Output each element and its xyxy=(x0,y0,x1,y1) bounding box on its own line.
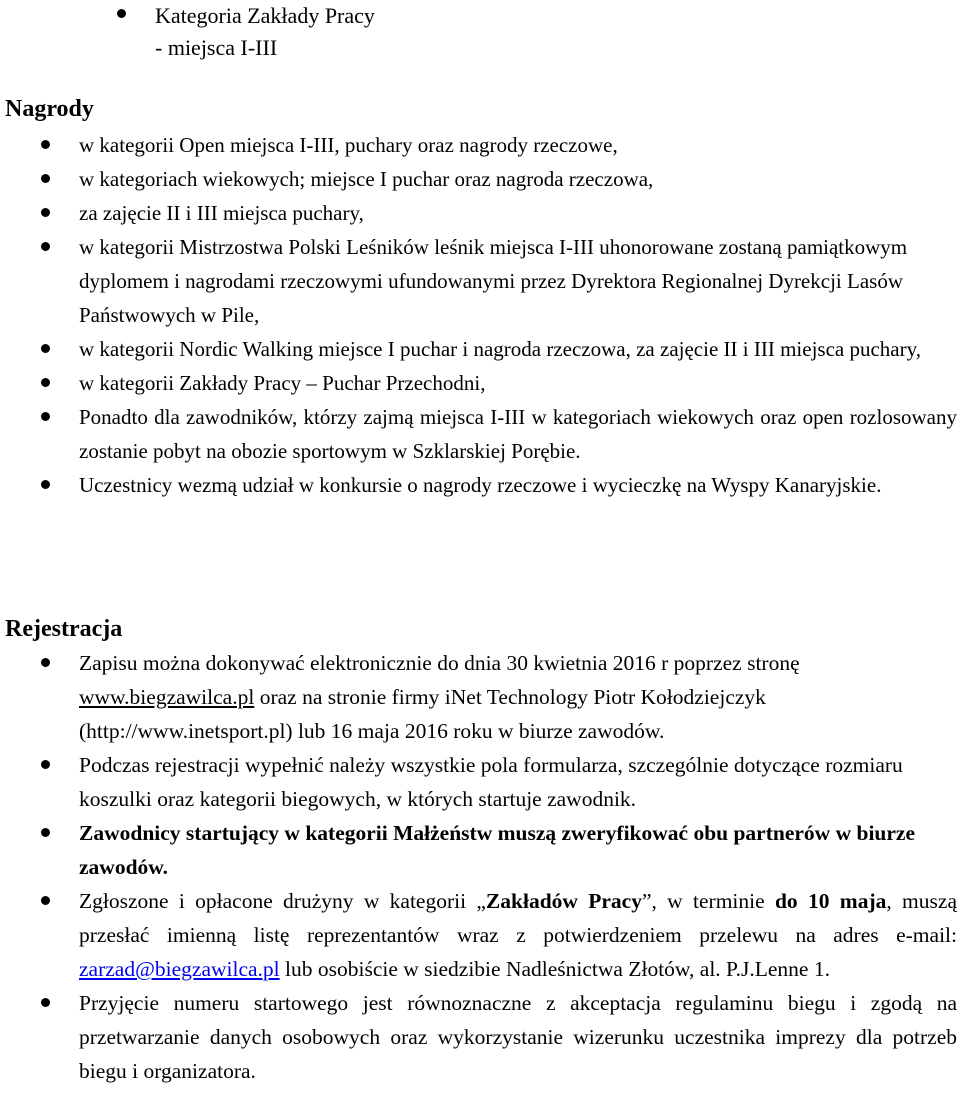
prizes-list xyxy=(79,128,957,502)
list-item xyxy=(155,0,935,64)
marriage-category-note: Zawodnicy startujący w kategorii Małżeństw muszą zweryfikować obu partnerów w biurze zawodów. xyxy=(79,821,916,879)
section-heading-rejestracja: Rejestracja xyxy=(5,616,123,642)
email-link[interactable]: zarzad@biegzawilca.pl xyxy=(79,957,280,981)
list-item: za zajęcie II i III miejsca puchary, xyxy=(79,196,957,230)
list-item: w kategorii Zakłady Pracy – Puchar Przechodni, xyxy=(79,366,957,400)
team-text-2: ”, w terminie xyxy=(641,889,775,913)
list-item: Przyjęcie numeru startowego jest równoznaczne z akceptacja regulaminu biegu i zgodą na przetwarzanie danych osobowych oraz wykorzystanie wizerunku uczestnika imprezy dla potrzeb biegu i organizatora. xyxy=(79,986,957,1088)
team-text-1: Zgłoszone i opłacone drużyny w kategorii „ xyxy=(79,889,486,913)
category-label: Kategoria Zakłady Pracy xyxy=(155,3,375,28)
registration-text: Zapisu można dokonywać elektronicznie do dnia 30 kwietnia 2016 r poprzez stronę xyxy=(79,651,800,675)
list-item xyxy=(79,646,957,748)
categories-list-continuation xyxy=(155,0,935,64)
list-item: w kategorii Mistrzostwa Polski Leśników leśnik miejsca I-III uhonorowane zostaną pamiątkowym dyplomem i nagrodami rzeczowymi ufundowanymi przez Dyrektora Regionalnej Dyrekcji Lasów Państwowych w Pile, xyxy=(79,230,957,332)
registration-text-cont: oraz na stronie firmy iNet Technology Piotr Kołodziejczyk (http://www.inetsport.pl) lub 16 maja 2016 roku w biurze zawodów. xyxy=(79,685,766,743)
registration-list xyxy=(79,646,957,1088)
category-places: - miejsca I-III xyxy=(155,35,278,60)
list-item: w kategorii Nordic Walking miejsce I puchar i nagroda rzeczowa, za zajęcie II i III miejsca puchary, xyxy=(79,332,957,366)
website-link[interactable]: www.biegzawilca.pl xyxy=(79,685,255,709)
team-text-3: , muszą przesłać imienną listę reprezentantów wraz z potwierdzeniem przelewu na adres e-mail: xyxy=(79,889,957,947)
team-text-4: lub osobiście w siedzibie Nadleśnictwa Złotów, al. P.J.Lenne 1. xyxy=(279,957,830,981)
list-item: Uczestnicy wezmą udział w konkursie o nagrody rzeczowe i wycieczkę na Wyspy Kanaryjskie. xyxy=(79,468,957,502)
list-item: w kategorii Open miejsca I-III, puchary oraz nagrody rzeczowe, xyxy=(79,128,957,162)
list-item xyxy=(79,816,957,884)
list-item xyxy=(79,884,957,986)
list-item: Podczas rejestracji wypełnić należy wszystkie pola formularza, szczególnie dotyczące rozmiaru koszulki oraz kategorii biegowych, w których startuje zawodnik. xyxy=(79,748,957,816)
list-item: w kategoriach wiekowych; miejsce I puchar oraz nagroda rzeczowa, xyxy=(79,162,957,196)
team-category-bold: Zakładów Pracy xyxy=(485,889,642,913)
section-heading-nagrody: Nagrody xyxy=(5,96,94,122)
deadline-bold: do 10 maja xyxy=(774,889,887,913)
list-item: Ponadto dla zawodników, którzy zajmą miejsca I-III w kategoriach wiekowych oraz open rozlosowany zostanie pobyt na obozie sportowym w Szklarskiej Porębie. xyxy=(79,400,957,468)
